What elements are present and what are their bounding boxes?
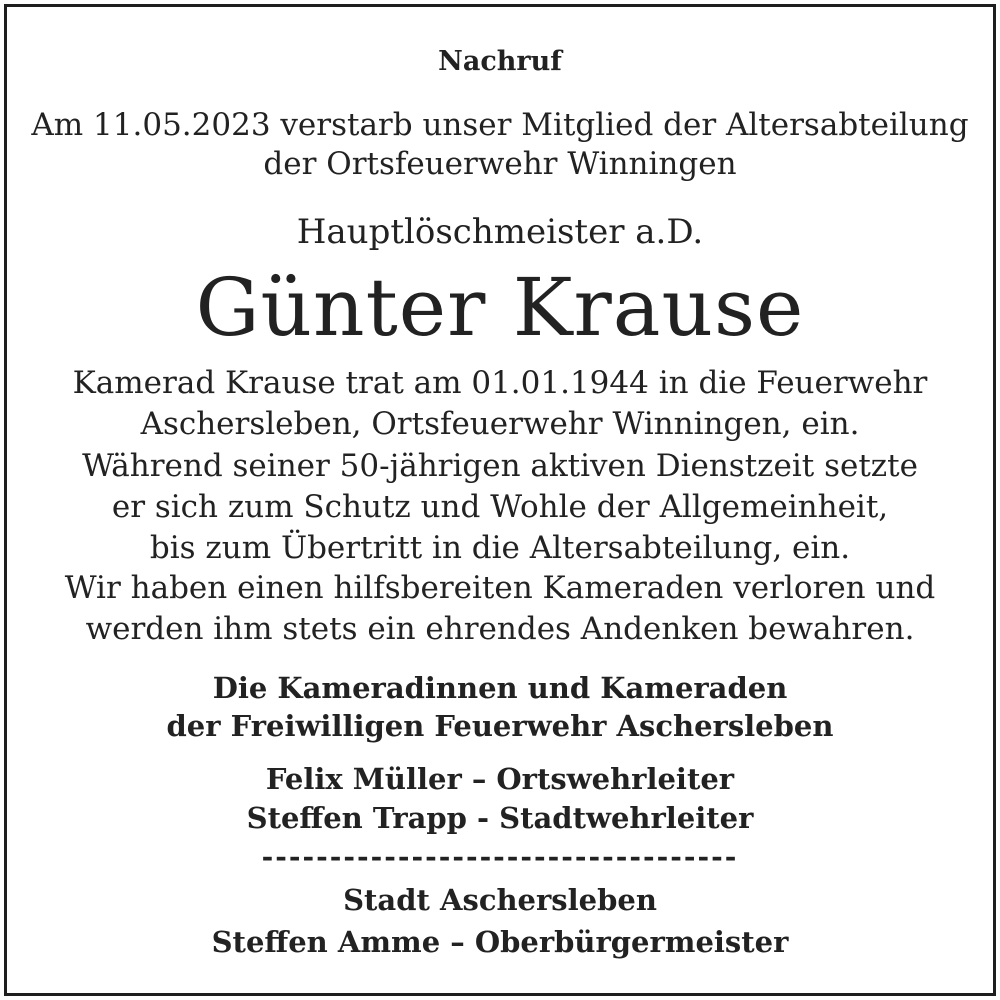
body-line: er sich zum Schutz und Wohle der Allgemeinheit, [111, 489, 889, 525]
body-line: bis zum Übertritt in die Altersabteilung, ein. [149, 530, 851, 566]
intro-line: der Ortsfeuerwehr Winningen [263, 146, 737, 182]
signatory-name: Steffen Trapp - Stadtwehrleiter [246, 801, 754, 835]
notice-heading: Nachruf [438, 46, 562, 77]
signatory-group: der Freiwilligen Feuerwehr Aschersleben [166, 709, 834, 743]
dashed-divider: ----------------------------------- [261, 840, 739, 873]
body-line: Kamerad Krause trat am 01.01.1944 in die Feuerwehr [72, 365, 928, 401]
intro-line: Am 11.05.2023 verstarb unser Mitglied der Altersabteilung [31, 107, 969, 143]
mayor-name: Steffen Amme – Oberbürgermeister [211, 925, 789, 959]
body-line: Während seiner 50-jährigen aktiven Dienstzeit setzte [82, 448, 918, 484]
deceased-name: Günter Krause [195, 261, 805, 354]
city-name: Stadt Aschersleben [343, 883, 657, 917]
body-line: Wir haben einen hilfsbereiten Kameraden verloren und [64, 570, 936, 606]
signatory-group: Die Kameradinnen und Kameraden [212, 671, 788, 705]
body-line: werden ihm stets ein ehrendes Andenken bewahren. [85, 611, 915, 647]
signatory-name: Felix Müller – Ortswehrleiter [265, 762, 735, 796]
deceased-rank: Hauptlöschmeister a.D. [296, 212, 704, 252]
body-line: Aschersleben, Ortsfeuerwehr Winningen, ein. [140, 406, 860, 442]
